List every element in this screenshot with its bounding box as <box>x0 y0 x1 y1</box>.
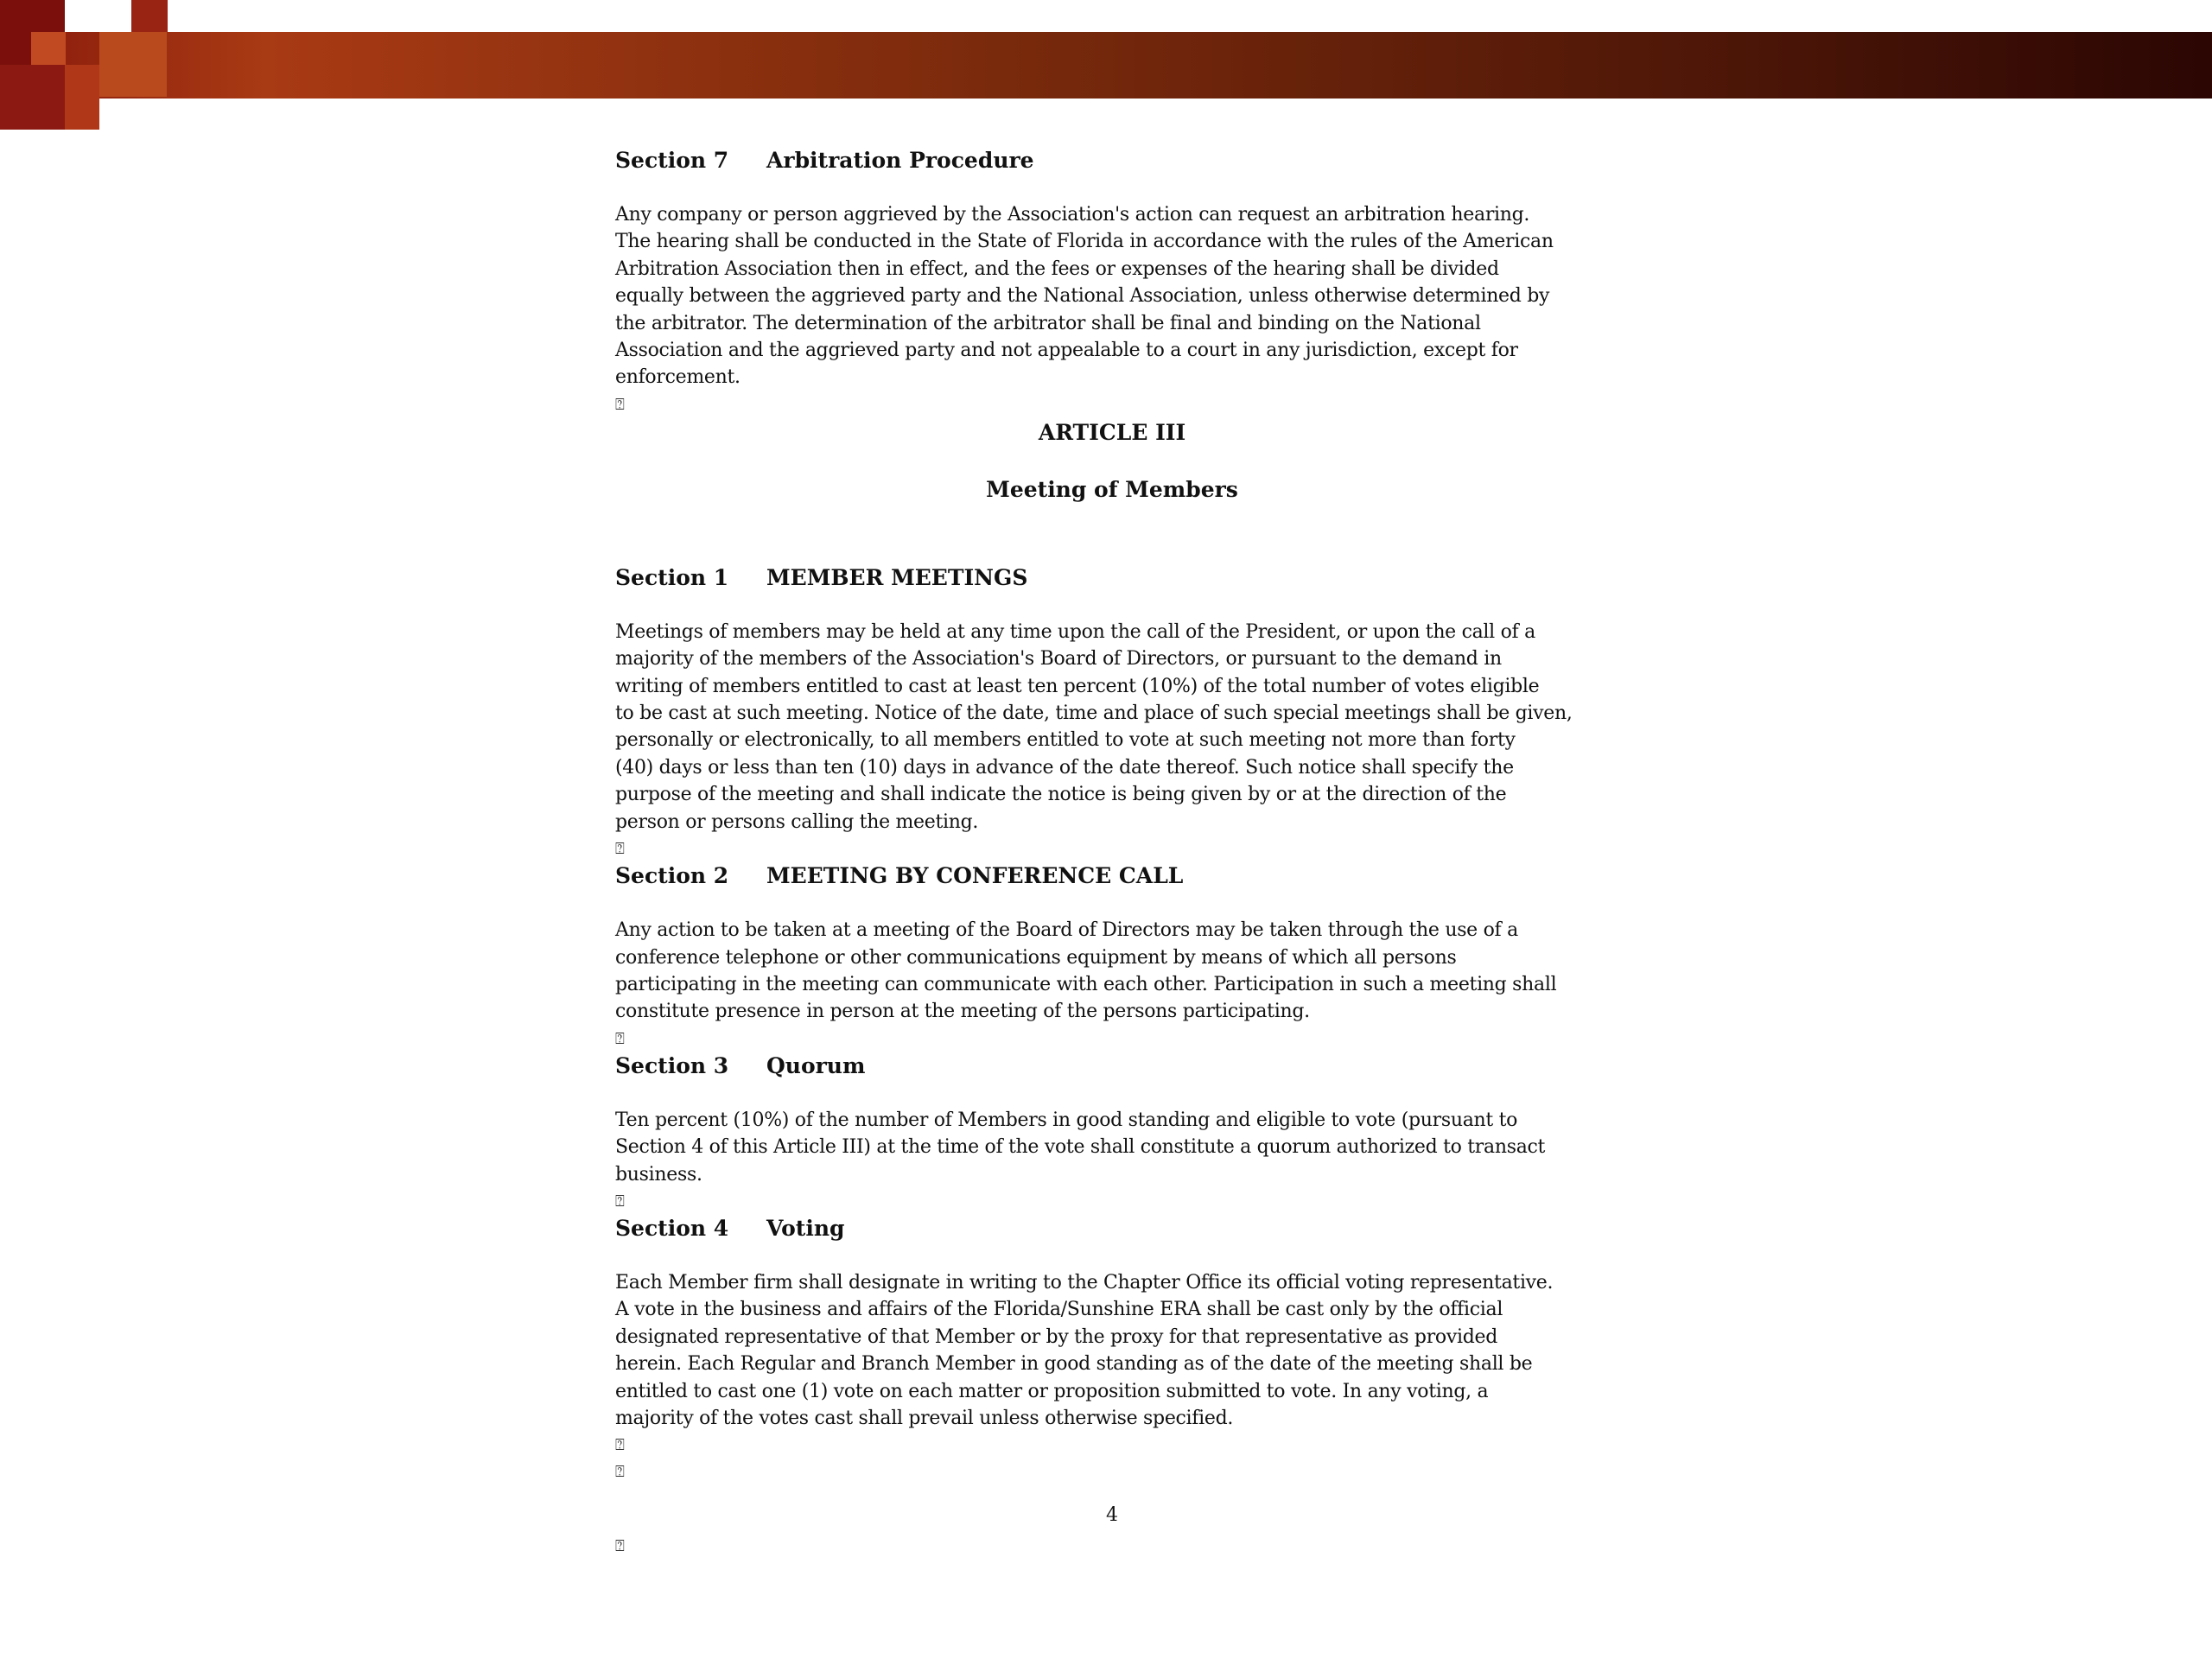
section-number: Section 7 <box>615 148 729 173</box>
article-title: Meeting of Members <box>986 476 1238 502</box>
section-title: Voting <box>766 1215 845 1241</box>
header-band <box>0 32 2212 99</box>
section-heading <box>615 1215 1609 1243</box>
logo-square-2 <box>0 65 65 130</box>
section-title: MEMBER MEETINGS <box>766 564 1028 590</box>
paragraph-mark: ⍰ <box>615 1463 625 1482</box>
paragraph-mark: ⍰ <box>615 1436 625 1455</box>
section-number: Section 4 <box>615 1215 729 1241</box>
section-heading <box>615 564 1609 592</box>
document-page <box>615 147 1609 1560</box>
section-body: Ten percent (10%) of the number of Members in good standing and eligible to vote (pursuant to Section 4 of this Article III) at the time of the vote shall constitute a quorum authorized to transact business. <box>615 1109 1546 1185</box>
section-number: Section 3 <box>615 1052 729 1078</box>
logo-square-4 <box>99 32 167 97</box>
section-heading <box>615 862 1609 890</box>
logo-squares <box>0 0 173 138</box>
section-body: Meetings of members may be held at any time upon the call of the President, or upon the call of a majority of the members of the Association's Board of Directors, or pursuant to the demand in writing of members entitled to cast at least ten percent (10%) of the total number of votes eligible to be cast at such meeting. Notice of the date, time and place of such special meetings shall be given, personally or electronically, to all members entitled to vote at such meeting not more than forty (40) days or less than ten (10) days in advance of the date thereof. Such notice shall specify the purpose of the meeting and shall indicate the notice is being given by or at the direction of the person or persons calling the meeting. <box>615 620 1573 833</box>
page-number: 4 <box>1106 1504 1118 1527</box>
section-title: Quorum <box>766 1052 866 1078</box>
section-number: Section 2 <box>615 863 729 889</box>
logo-square-5 <box>131 0 168 32</box>
section-heading <box>615 1052 1609 1080</box>
section-body: Any company or person aggrieved by the Association's action can request an arbitration hearing. The hearing shall be conducted in the State of Florida in accordance with the rules of the American Arbitration Association then in effect, and the fees or expenses of the hearing shall be divided equally between the aggrieved party and the National Association, unless otherwise determined by the arbitrator. The determination of the arbitrator shall be final and binding on the National Association and the aggrieved party and not appealable to a court in any jurisdiction, except for enforcement. <box>615 204 1554 389</box>
section-heading <box>615 147 1609 175</box>
paragraph-mark: ⍰ <box>615 1029 625 1048</box>
paragraph-mark: ⍰ <box>615 1537 625 1556</box>
logo-square-3 <box>65 65 99 130</box>
section-title: MEETING BY CONFERENCE CALL <box>766 863 1184 889</box>
section-body: Any action to be taken at a meeting of the Board of Directors may be taken through the use of a conference telephone or other communications equipment by means of which all persons participating in the meeting can communicate with each other. Participation in such a meeting shall constitute presence in person at the meeting of the persons participating. <box>615 919 1557 1023</box>
paragraph-mark: ⍰ <box>615 840 625 859</box>
paragraph-mark: ⍰ <box>615 1192 625 1211</box>
logo-square-6 <box>31 32 66 65</box>
section-number: Section 1 <box>615 564 729 590</box>
section-title: Arbitration Procedure <box>766 148 1034 173</box>
section-body: Each Member firm shall designate in writing to the Chapter Office its official voting representative. A vote in the business and affairs of the Florida/Sunshine ERA shall be cast only by the official designated representative of that Member or by the proxy for that representative as provided herein. Each Regular and Branch Member in good standing as of the date of the meeting shall be entitled to cast one (1) vote on each matter or proposition submitted to vote. In any voting, a majority of the votes cast shall prevail unless otherwise specified. <box>615 1271 1554 1429</box>
article-number: ARTICLE III <box>1038 419 1186 445</box>
paragraph-mark: ⍰ <box>615 395 625 414</box>
